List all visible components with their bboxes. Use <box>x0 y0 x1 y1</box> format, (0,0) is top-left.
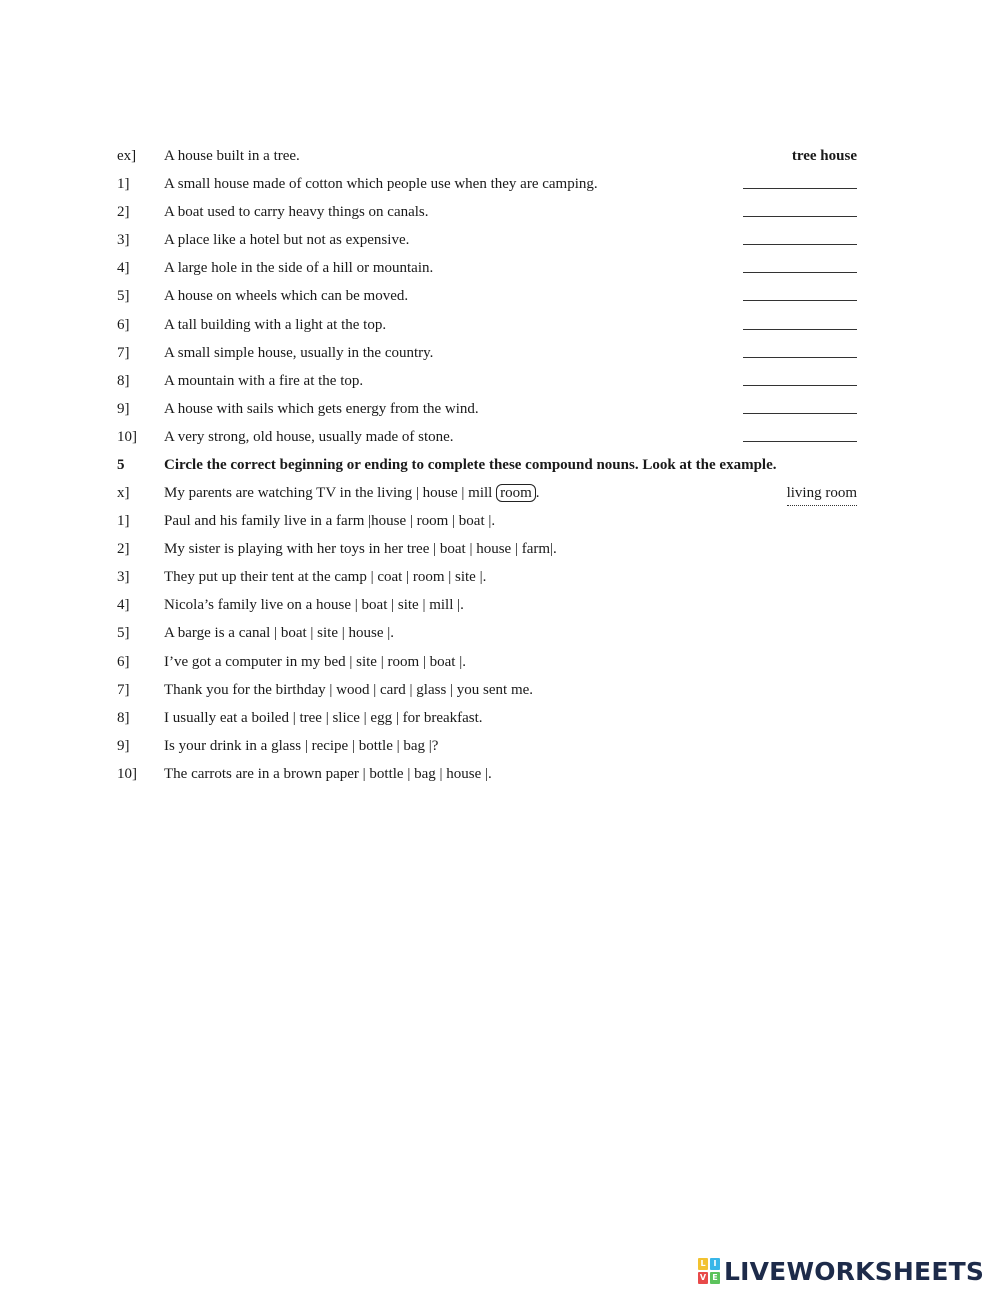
item-number: 1] <box>117 176 130 192</box>
item-number: 9] <box>117 400 130 417</box>
question-row <box>0 650 1000 674</box>
item-text: Paul and his family live in a farm |house | room | boat |. <box>164 513 496 529</box>
item-text: A place like a hotel but not as expensive. <box>164 232 410 249</box>
logo-block: V <box>699 1273 707 1282</box>
item-number: 2] <box>117 541 130 558</box>
item-number: 5] <box>117 625 130 642</box>
question-row <box>0 509 1000 533</box>
item-text: A barge is a canal | boat | site | house |. <box>164 625 395 642</box>
item-number: 8] <box>117 709 130 726</box>
circled-answer: room <box>496 484 536 502</box>
item-number: ex] <box>117 148 137 164</box>
answer-blank[interactable] <box>743 397 857 422</box>
section-instruction: Circle the correct beginning or ending to complete these compound nouns. Look at the example. <box>164 457 777 473</box>
answer-blank[interactable] <box>743 369 857 394</box>
question-row <box>0 172 1000 196</box>
item-text: A house built in a tree. <box>164 148 300 164</box>
item-text: A boat used to carry heavy things on canals. <box>164 204 429 221</box>
example-text-after: . <box>535 485 540 501</box>
part-b-example-row <box>0 481 1000 505</box>
item-text: A small simple house, usually in the country. <box>164 344 434 361</box>
question-row <box>0 397 1000 421</box>
part-a-example-row <box>0 144 1000 168</box>
item-text: Is your drink in a glass | recipe | bottle | bag |? <box>164 737 439 754</box>
item-text: A very strong, old house, usually made of stone. <box>164 428 454 445</box>
question-row <box>0 369 1000 393</box>
item-text: My sister is playing with her toys in her tree | boat | house | farm|. <box>164 541 557 558</box>
item-number: 5] <box>117 288 130 305</box>
question-row <box>0 313 1000 337</box>
question-row <box>0 762 1000 786</box>
item-text: They put up their tent at the camp | coat | room | site |. <box>164 569 487 586</box>
question-row <box>0 593 1000 617</box>
item-number: 3] <box>117 569 130 586</box>
example-answer: living room <box>787 481 857 506</box>
item-text: I’ve got a computer in my bed | site | room | boat |. <box>164 653 466 670</box>
example-text-before: My parents are watching TV in the living | house | mill <box>164 485 497 501</box>
item-number: 4] <box>117 597 130 614</box>
answer-blank[interactable] <box>743 284 857 309</box>
answer-blank[interactable] <box>743 256 857 281</box>
item-number: 10] <box>117 428 137 445</box>
logo-blocks-icon <box>698 1258 720 1284</box>
logo-text: LIVEWORKSHEETS <box>724 1256 985 1286</box>
question-row <box>0 678 1000 702</box>
question-row <box>0 284 1000 308</box>
item-number: 7] <box>117 344 130 361</box>
question-row <box>0 256 1000 280</box>
item-text: A small house made of cotton which people use when they are camping. <box>164 176 598 192</box>
item-text: A house on wheels which can be moved. <box>164 288 409 305</box>
item-number: 6] <box>117 316 130 333</box>
answer-blank[interactable] <box>743 313 857 338</box>
item-text: The carrots are in a brown paper | bottle | bag | house |. <box>164 765 492 782</box>
item-text: A mountain with a fire at the top. <box>164 372 364 389</box>
question-row <box>0 200 1000 224</box>
answer-blank[interactable] <box>743 341 857 366</box>
question-row <box>0 228 1000 252</box>
answer-blank[interactable] <box>743 200 857 225</box>
item-number: 9] <box>117 737 130 754</box>
item-text: A large hole in the side of a hill or mountain. <box>164 260 434 277</box>
item-text: Thank you for the birthday | wood | card | glass | you sent me. <box>164 681 534 698</box>
item-number: 4] <box>117 260 130 277</box>
question-row <box>0 565 1000 589</box>
section-number: 5 <box>117 457 125 473</box>
example-answer: tree house <box>791 148 857 164</box>
logo-block: L <box>698 1258 708 1270</box>
logo-block: I <box>710 1258 720 1270</box>
item-text: A house with sails which gets energy from the wind. <box>164 400 479 417</box>
item-text <box>164 481 540 505</box>
question-row <box>0 734 1000 758</box>
answer-blank[interactable] <box>743 425 857 450</box>
item-number: 7] <box>117 681 130 698</box>
question-row <box>0 621 1000 645</box>
logo-block: E <box>710 1272 720 1284</box>
question-row <box>0 425 1000 449</box>
item-number: x] <box>117 485 130 501</box>
liveworksheets-logo <box>698 1256 984 1286</box>
item-number: 6] <box>117 653 130 670</box>
item-number: 1] <box>117 513 130 529</box>
item-number: 8] <box>117 372 130 389</box>
item-text: A tall building with a light at the top. <box>164 316 387 333</box>
item-number: 3] <box>117 232 130 249</box>
question-row <box>0 537 1000 561</box>
item-text: Nicola’s family live on a house | boat | site | mill |. <box>164 597 464 614</box>
answer-blank[interactable] <box>743 172 857 197</box>
question-row <box>0 706 1000 730</box>
item-number: 2] <box>117 204 130 221</box>
answer-blank[interactable] <box>743 228 857 253</box>
question-row <box>0 341 1000 365</box>
item-text: I usually eat a boiled | tree | slice | egg | for breakfast. <box>164 709 483 726</box>
item-number: 10] <box>117 765 137 782</box>
section-heading <box>0 453 1000 477</box>
